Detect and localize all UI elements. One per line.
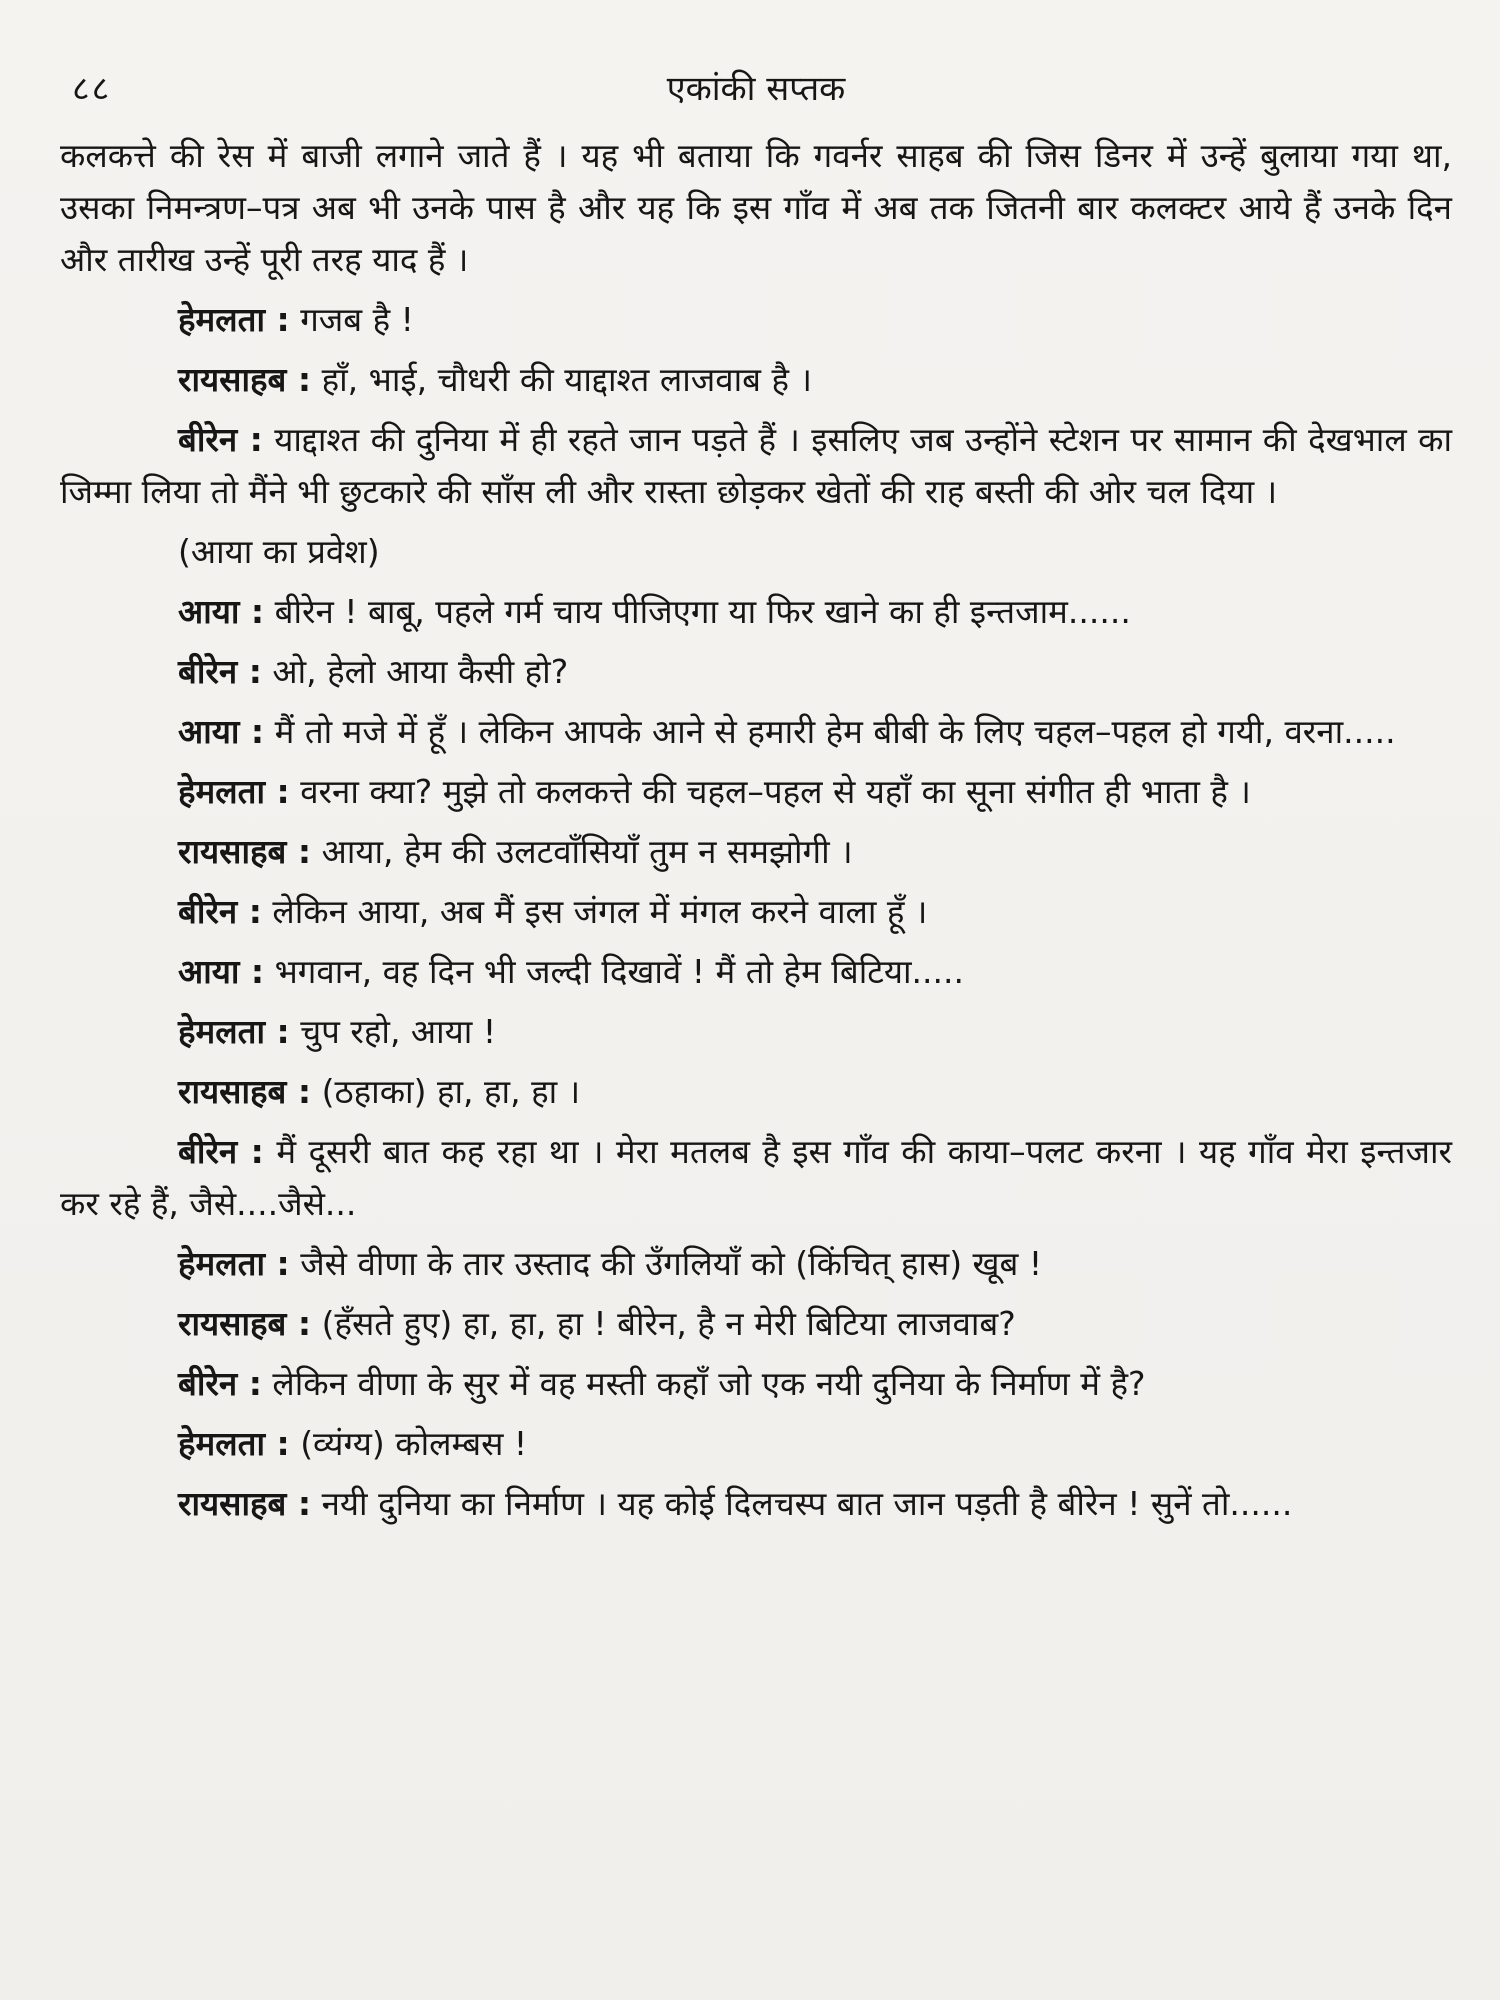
dialogue-line xyxy=(60,826,1452,878)
dialogue-text: मैं तो मजे में हूँ । लेकिन आपके आने से हमारी हेम बीबी के लिए चहल–पहल हो गयी, वरना..... xyxy=(274,712,1396,751)
dialogue-line xyxy=(60,1478,1452,1530)
dialogue-text: लेकिन वीणा के सुर में वह मस्ती कहाँ जो एक नयी दुनिया के निर्माण में है? xyxy=(272,1364,1146,1403)
dialogue-line xyxy=(60,766,1452,818)
speaker-name: आया : xyxy=(178,952,265,991)
speaker-name: बीरेन : xyxy=(178,1132,264,1171)
dialogue-line xyxy=(60,646,1452,698)
dialogue-text: नयी दुनिया का निर्माण । यह कोई दिलचस्प बात जान पड़ती है बीरेन ! सुनें तो...... xyxy=(321,1484,1293,1523)
speaker-name: रायसाहब : xyxy=(178,832,312,871)
dialogue-text: बीरेन ! बाबू, पहले गर्म चाय पीजिएगा या फिर खाने का ही इन्तजाम...... xyxy=(274,592,1131,631)
speaker-name: बीरेन : xyxy=(178,1364,262,1403)
narration-text: कलकत्ते की रेस में बाजी लगाने जाते हैं । यह भी बताया कि गवर्नर साहब की जिस डिनर में उन्हें बुलाया गया था, उसका निमन्त्रण–पत्र अब भी उनके पास है और यह कि इस गाँव में अब तक जितनी बार कलक्टर आये हैं उनके दिन और तारीख उन्हें पूरी तरह याद हैं । xyxy=(60,136,1452,279)
speaker-name: हेमलता : xyxy=(178,1012,290,1051)
dialogue-text: लेकिन आया, अब मैं इस जंगल में मंगल करने वाला हूँ । xyxy=(272,892,928,931)
dialogue-line xyxy=(60,354,1452,406)
dialogue-text: (हँसते हुए) हा, हा, हा ! बीरेन, है न मेरी बिटिया लाजवाब? xyxy=(321,1304,1016,1343)
speaker-name: हेमलता : xyxy=(178,772,290,811)
speaker-name: हेमलता : xyxy=(178,1244,290,1283)
dialogue-line xyxy=(60,1358,1452,1410)
speaker-name: हेमलता : xyxy=(178,1424,290,1463)
dialogue-line xyxy=(60,1006,1452,1058)
dialogue-line xyxy=(60,1126,1452,1230)
speaker-name: रायसाहब : xyxy=(178,360,312,399)
dialogue-text: आया, हेम की उलटवाँसियाँ तुम न समझोगी । xyxy=(321,832,853,871)
narration-paragraph xyxy=(60,130,1452,286)
speaker-name: रायसाहब : xyxy=(178,1072,312,1111)
dialogue-text: गजब है ! xyxy=(300,300,414,339)
page-header xyxy=(60,60,1452,130)
dialogue-text: मैं दूसरी बात कह रहा था । मेरा मतलब है इस गाँव की काया–पलट करना । यह गाँव मेरा इन्तजार कर रहे हैं, जैसे....जैसे... xyxy=(60,1132,1452,1223)
dialogue-text: ओ, हेलो आया कैसी हो? xyxy=(272,652,569,691)
dialogue-text: भगवान, वह दिन भी जल्दी दिखावें ! मैं तो हेम बिटिया..... xyxy=(274,952,965,991)
speaker-name: हेमलता : xyxy=(178,300,290,339)
dialogue-text: याद्दाश्त की दुनिया में ही रहते जान पड़ते हैं । इसलिए जब उन्होंने स्टेशन पर सामान की देखभाल का जिम्मा लिया तो मैंने भी छुटकारे की साँस ली और रास्ता छोड़कर खेतों की राह बस्ती की ओर चल दिया । xyxy=(60,420,1452,511)
speaker-name: रायसाहब : xyxy=(178,1304,312,1343)
stage-direction-text: (आया का प्रवेश) xyxy=(178,532,380,571)
speaker-name: रायसाहब : xyxy=(178,1484,312,1523)
dialogue-line xyxy=(60,1298,1452,1350)
page-body xyxy=(60,130,1452,1530)
dialogue-text: हाँ, भाई, चौधरी की याद्दाश्त लाजवाब है । xyxy=(321,360,812,399)
page-number: ८८ xyxy=(72,69,112,109)
speaker-name: आया : xyxy=(178,592,265,631)
speaker-name: बीरेन : xyxy=(178,420,263,459)
dialogue-text: जैसे वीणा के तार उस्ताद की उँगलियाँ को (किंचित् हास) खूब ! xyxy=(300,1244,1043,1283)
dialogue-text: (व्यंग्य) कोलम्बस ! xyxy=(300,1424,528,1463)
dialogue-line xyxy=(60,946,1452,998)
book-title: एकांकी सप्तक xyxy=(666,69,846,109)
dialogue-line xyxy=(60,886,1452,938)
speaker-name: बीरेन : xyxy=(178,652,262,691)
dialogue-line xyxy=(60,1066,1452,1118)
speaker-name: आया : xyxy=(178,712,265,751)
dialogue-line xyxy=(60,706,1452,758)
dialogue-text: वरना क्या? मुझे तो कलकत्ते की चहल–पहल से यहाँ का सूना संगीत ही भाता है । xyxy=(300,772,1251,811)
dialogue-text: चुप रहो, आया ! xyxy=(300,1012,497,1051)
dialogue-text: (ठहाका) हा, हा, हा । xyxy=(321,1072,581,1111)
dialogue-line xyxy=(60,1418,1452,1470)
dialogue-line xyxy=(60,414,1452,518)
dialogue-line xyxy=(60,1238,1452,1290)
dialogue-line xyxy=(60,294,1452,346)
dialogue-line xyxy=(60,586,1452,638)
stage-direction xyxy=(60,526,1452,578)
speaker-name: बीरेन : xyxy=(178,892,262,931)
